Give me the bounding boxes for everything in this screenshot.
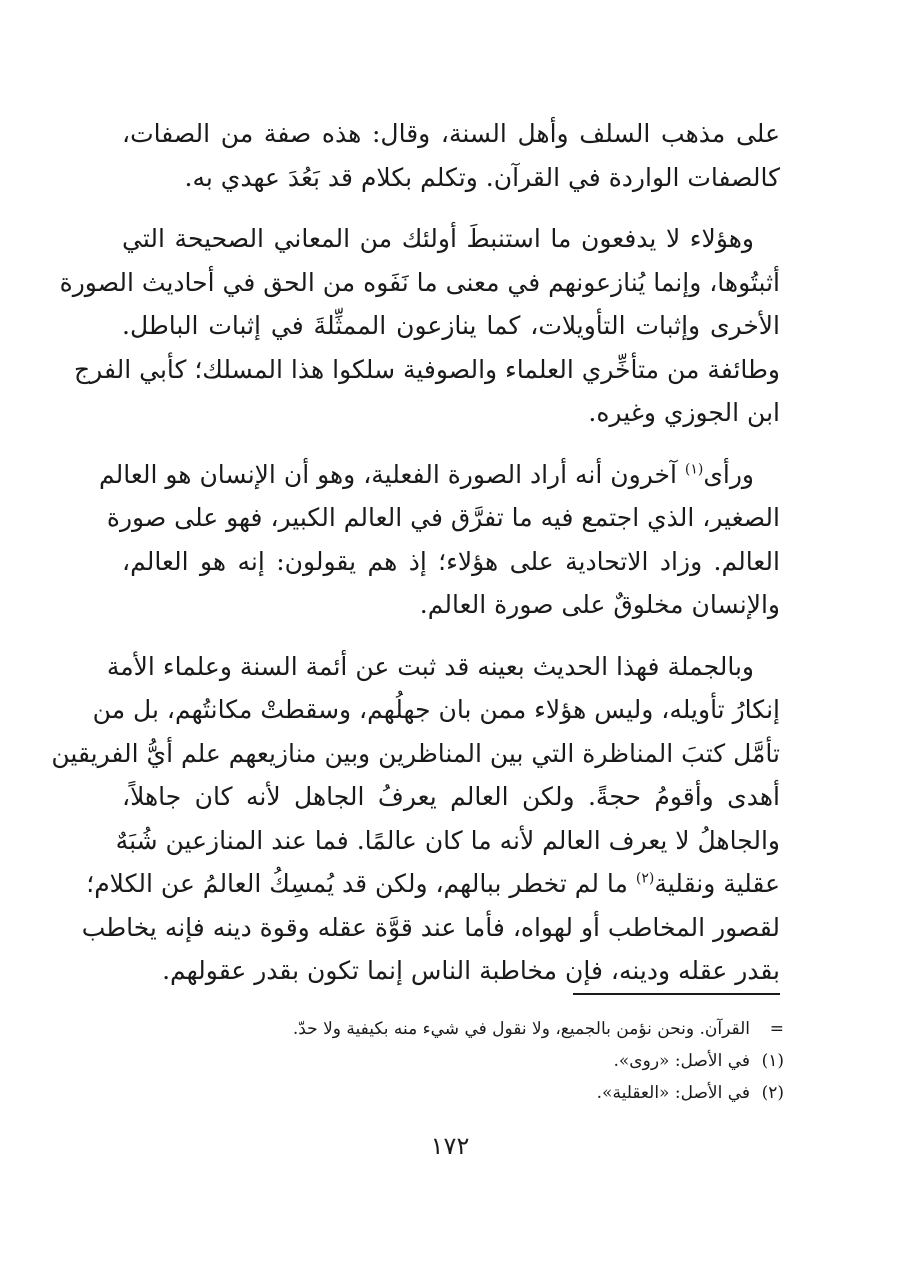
footnotes xyxy=(122,1013,784,1109)
text-line xyxy=(86,862,780,906)
text-line: الأخرى وإثبات التأويلات، كما ينازعون الممثِّلةَ في إثبات الباطل. xyxy=(122,311,780,340)
text-line: وطائفة من متأخِّري العلماء والصوفية سلكوا هذا المسلك؛ كأبي الفرج xyxy=(74,354,780,384)
footnote-text: في الأصل: «روى». xyxy=(613,1051,750,1071)
text-run: آخرون أنه أراد الصورة الفعلية، وهو أن الإنسان هو العالم xyxy=(98,459,685,489)
text-run: ورأى xyxy=(703,459,754,489)
paragraph-1 xyxy=(122,112,780,199)
text-line: أهدى وأقومُ حجةً. ولكن العالم يعرفُ الجاهل لأنه كان جاهلاً، xyxy=(122,782,780,811)
text-run: ما لم تخطر ببالهم، ولكن قد يُمسِكُ العالمُ عن الكلام؛ xyxy=(86,869,636,898)
footnote-ref-2: (٢) xyxy=(635,870,655,887)
text-line: بقدر عقله ودينه، فإن مخاطبة الناس إنما تكون بقدر عقولهم. xyxy=(162,956,780,985)
page-body xyxy=(51,112,780,1011)
paragraph-3 xyxy=(98,453,780,627)
text-line: إنكارُ تأويله، وليس هؤلاء ممن بان جهلُهم، وسقطتْ مكانتُهم، بل من xyxy=(92,695,780,724)
text-line: والإنسان مخلوقٌ على صورة العالم. xyxy=(419,590,780,619)
text-line: تأمَّل كتبَ المناظرة التي بين المناظرين وبين منازيعهم علم أيُّ الفريقين xyxy=(51,738,780,768)
footnote-continued xyxy=(122,1013,784,1045)
text-line: أثبتُوها، وإنما يُنازعونهم في معنى ما نَفَوه من الحق في أحاديث الصورة xyxy=(59,267,780,297)
text-line: وهؤلاء لا يدفعون ما استنبطَ أولئك من المعاني الصحيحة التي xyxy=(122,224,754,253)
text-line: لقصور المخاطب أو لهواه، فأما عند قوَّة عقله وقوة دينه فإنه يخاطب xyxy=(81,912,780,942)
text-line: والجاهلُ لا يعرف العالم لأنه ما كان عالمًا. فما عند المنازعين شُبَهٌ xyxy=(115,825,780,855)
text-line: كالصفات الواردة في القرآن. وتكلم بكلام قد بَعُدَ عهدي به. xyxy=(184,162,780,192)
text-line: الصغير، الذي اجتمع فيه ما تفرَّق في العالم الكبير، فهو على صورة xyxy=(106,503,780,532)
text-line xyxy=(98,453,780,497)
page-number: ١٧٢ xyxy=(430,1132,470,1160)
text-line: العالم. وزاد الاتحادية على هؤلاء؛ إذ هم يقولون: إنه هو العالم، xyxy=(122,546,780,576)
footnote-separator xyxy=(573,993,780,995)
text-run: عقلية ونقلية xyxy=(654,869,780,898)
footnote-1 xyxy=(122,1045,784,1077)
paragraph-2 xyxy=(59,217,780,435)
paragraph-4 xyxy=(51,645,780,993)
footnote-2 xyxy=(122,1077,784,1109)
footnote-marker: (٢) xyxy=(761,1083,784,1103)
text-line: ابن الجوزي وغيره. xyxy=(588,398,780,427)
footnote-marker: = xyxy=(769,1019,784,1039)
footnote-text: في الأصل: «العقلية». xyxy=(596,1083,750,1103)
text-line: وبالجملة فهذا الحديث بعينه قد ثبت عن أئمة السنة وعلماء الأمة xyxy=(106,651,754,681)
footnote-ref-1: (١) xyxy=(684,461,704,478)
footnote-text: القرآن. ونحن نؤمن بالجميع، ولا نقول في شيء منه بكيفية ولا حدّ. xyxy=(292,1019,750,1039)
text-line: على مذهب السلف وأهل السنة، وقال: هذه صفة من الصفات، xyxy=(122,119,780,148)
footnote-marker: (١) xyxy=(761,1051,784,1071)
